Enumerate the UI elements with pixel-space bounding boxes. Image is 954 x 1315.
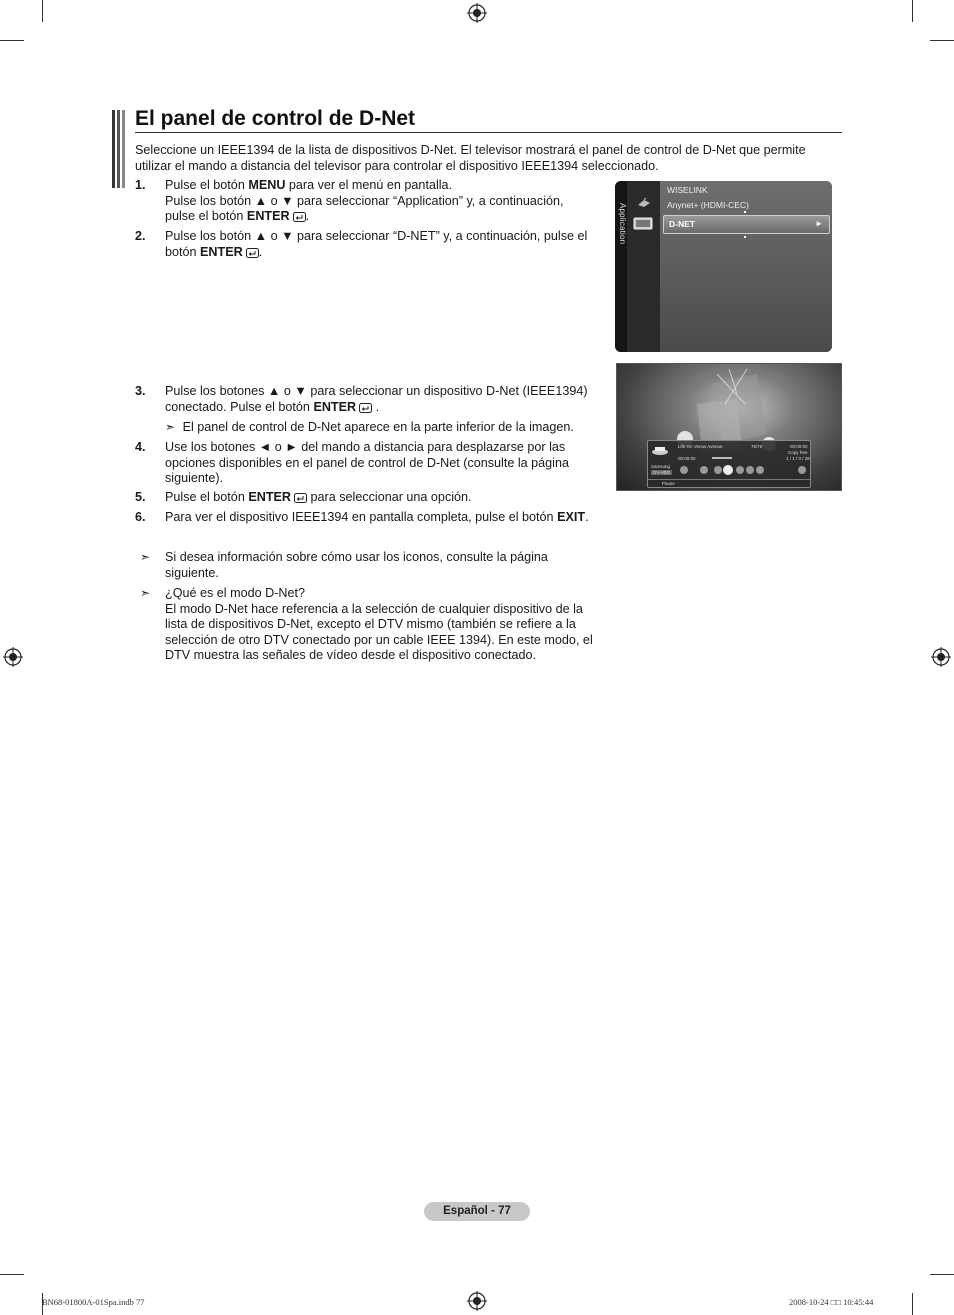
- title-accent-bars: [112, 110, 126, 188]
- crop-mark: [930, 40, 954, 41]
- panel-copy: Copy free: [788, 450, 808, 455]
- title-divider: [135, 132, 842, 133]
- menu-item-wiselink: WISELINK: [667, 185, 708, 195]
- note-arrow-icon: ➣: [140, 550, 151, 564]
- scroll-down-marker: [744, 236, 746, 238]
- exit-button-label: EXIT: [557, 510, 586, 524]
- chevron-right-icon: ►: [815, 219, 823, 228]
- enter-icon: [359, 403, 372, 413]
- crop-mark: [930, 1274, 954, 1275]
- panel-progress: [712, 457, 732, 459]
- step-number: 2.: [135, 229, 146, 243]
- step-number: 5.: [135, 490, 146, 504]
- enter-icon: [246, 248, 259, 258]
- step-4: 4. Use los botones ◄ o ► del mando a distancia para desplazarse por las opciones disponibles en el panel de control de D-Net (consulte la página siguiente).: [135, 440, 569, 485]
- footer-timestamp: 2008-10-24 □□ 10:45:44: [789, 1297, 874, 1307]
- step-1: 1. Pulse el botón MENU para ver el menú en pantalla. Pulse los botón ▲ o ▼ para seleccionar “Application” y, a continuación, pulse el botón ENTER .: [135, 178, 564, 223]
- panel-device-2: DV-HDD: [653, 470, 671, 475]
- note-arrow-icon: ➣: [165, 420, 176, 434]
- application-menu-icon: [633, 217, 655, 231]
- dnet-control-bar: [647, 440, 811, 488]
- menu-vertical-label: Application: [618, 203, 627, 245]
- step-number: 4.: [135, 440, 146, 454]
- step-3: 3. Pulse los botones ▲ o ▼ para seleccionar un dispositivo D-Net (IEEE1394) conectado. Pulse el botón ENTER .: [135, 384, 588, 414]
- step-3-note: ➣ El panel de control de D-Net aparece en la parte inferior de la imagen.: [165, 420, 574, 434]
- page-number-badge: Español - 77: [424, 1202, 530, 1221]
- step-2: 2. Pulse los botón ▲ o ▼ para seleccionar “D-NET” y, a continuación, pulse el botón ENTER .: [135, 229, 588, 259]
- step-number: 3.: [135, 384, 146, 398]
- panel-status: Pause: [662, 481, 675, 486]
- note-icons-info: ➣ Si desea información sobre cómo usar los iconos, consulte la página siguiente.: [140, 550, 548, 580]
- panel-title: Life On Venus Avenue: [678, 444, 723, 449]
- panel-time-right: 00:00:00: [790, 444, 808, 449]
- step-number: 1.: [135, 178, 146, 192]
- crop-mark: [42, 0, 43, 22]
- enter-button-label: ENTER: [248, 490, 292, 504]
- step-6: 6. Para ver el dispositivo IEEE1394 en pantalla completa, pulse el botón EXIT.: [135, 510, 589, 524]
- scroll-up-marker: [744, 211, 746, 213]
- note-dnet-mode: ➣ ¿Qué es el modo D-Net? El modo D-Net hace referencia a la selección de cualquier dispositivo de la lista de dispositivos D-Net, excepto el DTV mismo (también se refiere a la selección de otro DTV conectado por un cable IEEE 1394). En este modo, el DTV muestra las señales de vídeo desde el dispositivo conectado.: [140, 586, 593, 662]
- note-arrow-icon: ➣: [140, 586, 151, 600]
- registration-mark-icon: [467, 3, 487, 23]
- application-menu-screenshot: [615, 181, 832, 352]
- device-icon: [651, 446, 669, 456]
- registration-mark-icon: [3, 647, 23, 667]
- registration-mark-icon: [467, 1291, 487, 1311]
- step-number: 6.: [135, 510, 146, 524]
- crop-mark: [912, 0, 913, 22]
- step-5: 5. Pulse el botón ENTER para seleccionar una opción.: [135, 490, 472, 504]
- crop-mark: [0, 40, 24, 41]
- enter-icon: [293, 212, 306, 222]
- enter-button-label: ENTER: [200, 244, 243, 259]
- enter-button-label: ENTER: [246, 209, 290, 223]
- crop-mark: [0, 1274, 24, 1275]
- panel-control-buttons: [678, 464, 808, 476]
- registration-mark-icon: [931, 647, 951, 667]
- enter-button-label: ENTER: [313, 399, 357, 414]
- page-title: El panel de control de D-Net: [135, 107, 416, 130]
- panel-device-1: Samsung: [651, 464, 671, 469]
- footer-file-name: BN68-01800A-01Spa.indb 77: [42, 1297, 145, 1307]
- dnet-control-panel-screenshot: [616, 363, 842, 491]
- panel-time-left: 00:00:00: [678, 456, 696, 461]
- menu-item-dnet-selected: D-NET ►: [663, 215, 830, 234]
- crop-mark: [912, 1293, 913, 1315]
- intro-paragraph: Seleccione un IEEE1394 de la lista de dispositivos D-Net. El televisor mostrará el panel de control de D-Net que permite utilizar el mando a distancia del televisor para controlar el dispositivo IEEE1394 seleccionado.: [135, 143, 806, 173]
- panel-count: 1 / 1 / 0 / 28: [786, 456, 810, 461]
- enter-icon: [294, 493, 307, 503]
- menu-button-label: MENU: [248, 178, 286, 192]
- input-menu-icon: [636, 197, 652, 209]
- menu-item-anynet: Anynet+ (HDMI-CEC): [667, 200, 749, 210]
- panel-track: 76/76: [751, 444, 763, 449]
